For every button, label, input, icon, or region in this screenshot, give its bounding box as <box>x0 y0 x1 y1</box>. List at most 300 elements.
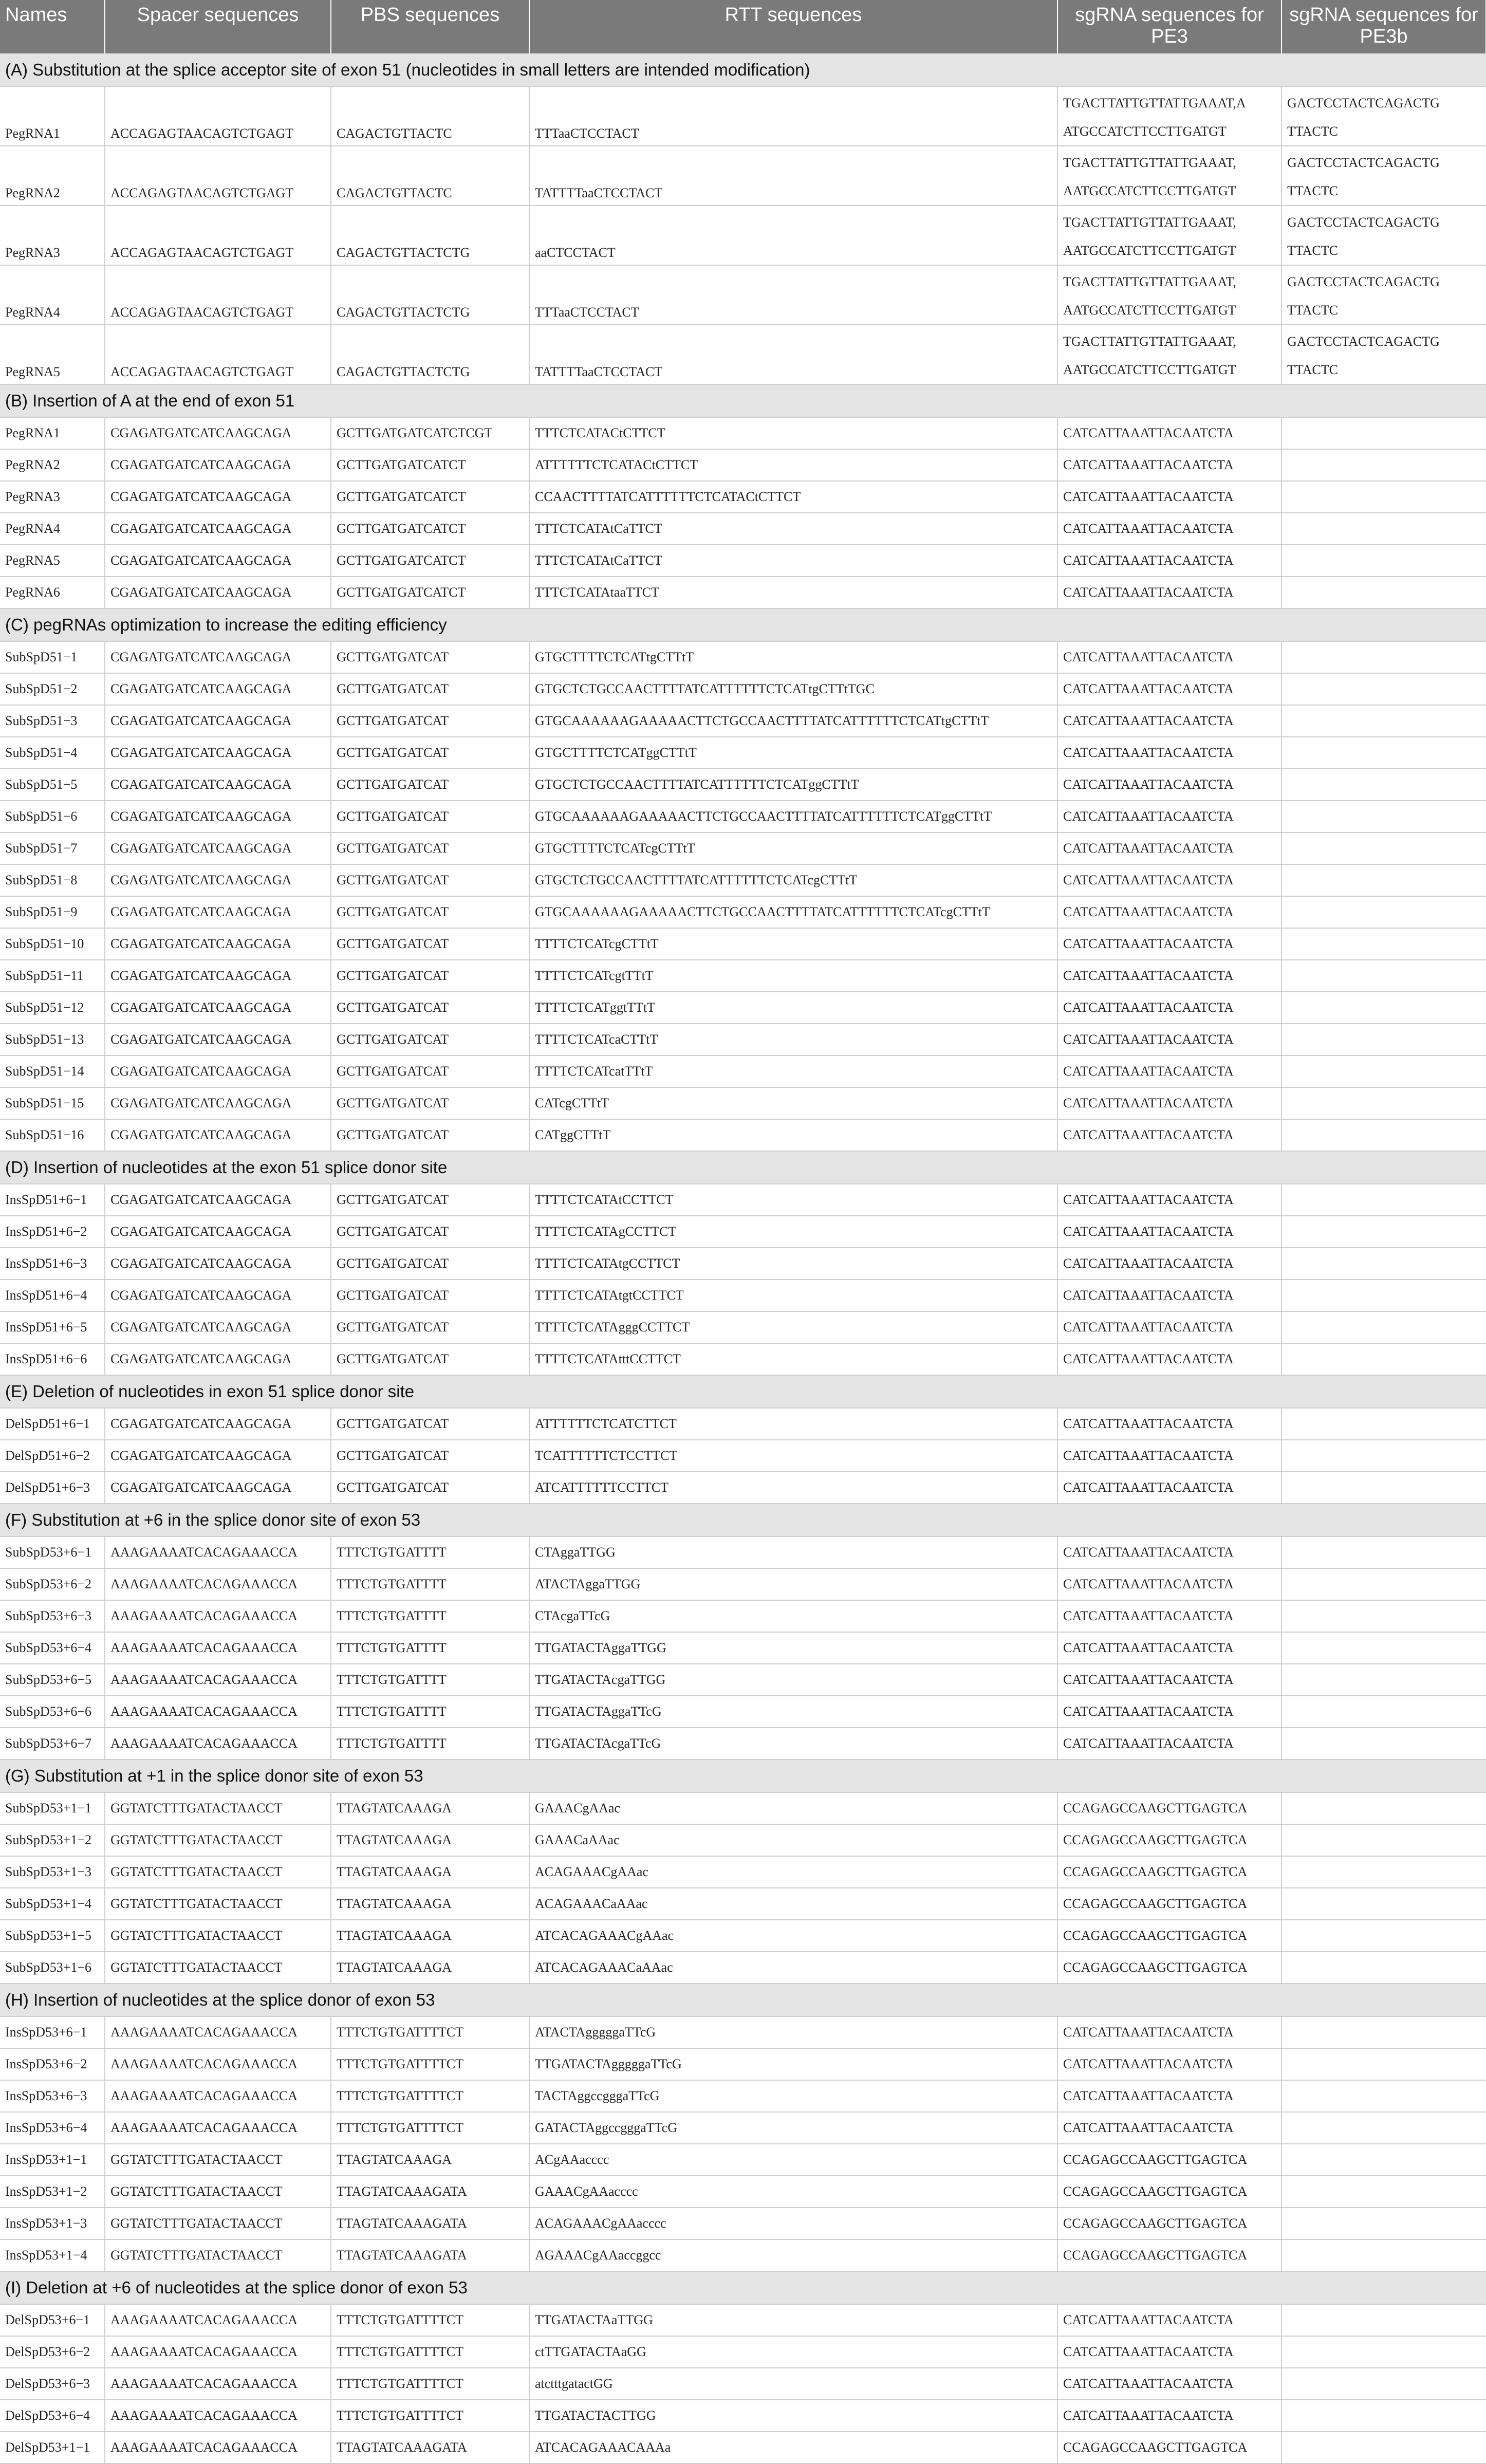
name-cell: SubSpD51−3 <box>0 705 105 737</box>
pe3b-cell <box>1281 1824 1486 1856</box>
pe3b-cell <box>1281 641 1486 673</box>
pe3b-cell <box>1281 1696 1486 1728</box>
pe3b-cell <box>1281 2048 1486 2080</box>
pe3b-cell <box>1281 960 1486 992</box>
pe3-cell: CATCATTAAATTACAATCTA <box>1057 737 1281 769</box>
pe3-cell: CATCATTAAATTACAATCTA <box>1057 513 1281 545</box>
name-cell: InsSpD51+6−6 <box>0 1343 105 1375</box>
table-body <box>0 53 1486 2463</box>
pe3b-cell <box>1281 737 1486 769</box>
spacer-cell: CGAGATGATCATCAAGCAGA <box>105 1216 331 1248</box>
cell-line: ATGCCATCTTCCTTGATGT <box>1063 124 1227 139</box>
section-header-row <box>0 53 1486 86</box>
cell-line: TGACTTATTGTTATTGAAAT, <box>1063 155 1236 170</box>
table-row <box>0 928 1486 960</box>
table-row <box>0 1408 1486 1440</box>
spacer-cell: CGAGATGATCATCAAGCAGA <box>105 801 331 832</box>
pe3-cell: CATCATTAAATTACAATCTA <box>1057 1119 1281 1151</box>
pbs-cell: GCTTGATGATCATCT <box>331 577 529 608</box>
rtt-cell: TACTAggccgggaTTcG <box>529 2080 1057 2112</box>
spacer-cell: CGAGATGATCATCAAGCAGA <box>105 1408 331 1440</box>
pbs-cell: CAGACTGTTACTCTG <box>331 325 529 384</box>
table-row <box>0 1119 1486 1151</box>
pe3-cell: CATCATTAAATTACAATCTA <box>1057 2080 1281 2112</box>
pe3b-cell <box>1281 2336 1486 2368</box>
name-cell: SubSpD51−14 <box>0 1055 105 1087</box>
name-cell: InsSpD51+6−1 <box>0 1184 105 1216</box>
table-row <box>0 769 1486 801</box>
pe3b-cell <box>1281 1311 1486 1343</box>
spacer-cell: CGAGATGATCATCAAGCAGA <box>105 449 331 481</box>
table-row <box>0 1792 1486 1824</box>
pe3b-cell <box>1281 1472 1486 1504</box>
table-row <box>0 2368 1486 2400</box>
pbs-cell: GCTTGATGATCAT <box>331 1119 529 1151</box>
rtt-cell: GAAACgAAac <box>529 1792 1057 1824</box>
spacer-cell: CGAGATGATCATCAAGCAGA <box>105 513 331 545</box>
spacer-cell: CGAGATGATCATCAAGCAGA <box>105 705 331 737</box>
name-cell: SubSpD53+6−5 <box>0 1664 105 1696</box>
table-row <box>0 2400 1486 2432</box>
pe3b-cell <box>1281 577 1486 608</box>
table-row <box>0 2208 1486 2239</box>
section-header-row <box>0 1759 1486 1792</box>
pbs-cell: GCTTGATGATCAT <box>331 705 529 737</box>
pe3-cell: CATCATTAAATTACAATCTA <box>1057 1536 1281 1568</box>
rtt-cell: TTTTCTCATAtCCTTCT <box>529 1184 1057 1216</box>
pbs-cell: GCTTGATGATCAT <box>331 928 529 960</box>
spacer-cell: CGAGATGATCATCAAGCAGA <box>105 960 331 992</box>
pe3-cell: CATCATTAAATTACAATCTA <box>1057 1568 1281 1600</box>
pe3b-cell <box>1281 1920 1486 1952</box>
pbs-cell: GCTTGATGATCATCT <box>331 449 529 481</box>
spacer-cell: CGAGATGATCATCAAGCAGA <box>105 673 331 705</box>
pe3-cell: CATCATTAAATTACAATCTA <box>1057 417 1281 449</box>
pbs-cell: TTAGTATCAAAGATA <box>331 2176 529 2208</box>
cell-line: GACTCCTACTCAGACTG <box>1287 215 1440 230</box>
pe3-cell: CATCATTAAATTACAATCTA <box>1057 1087 1281 1119</box>
rtt-cell: TTTCTCATAtCaTTCT <box>529 545 1057 577</box>
header-rtt: RTT sequences <box>529 0 1057 53</box>
rtt-cell: TTGATACTAggaTTGG <box>529 1632 1057 1664</box>
table-row <box>0 1856 1486 1888</box>
spacer-cell: CGAGATGATCATCAAGCAGA <box>105 896 331 928</box>
pe3b-cell <box>1281 325 1486 384</box>
table-row <box>0 1087 1486 1119</box>
cell-line: GACTCCTACTCAGACTG <box>1287 274 1440 289</box>
pe3-cell <box>1057 146 1281 206</box>
cell-line: TTACTC <box>1287 303 1339 318</box>
section-header-row <box>0 608 1486 641</box>
pe3-cell: CATCATTAAATTACAATCTA <box>1057 1600 1281 1632</box>
pe3b-cell <box>1281 2304 1486 2336</box>
rtt-cell: TTTTCTCATcgCTTtT <box>529 928 1057 960</box>
pbs-cell: GCTTGATGATCAT <box>331 1087 529 1119</box>
table-row <box>0 1055 1486 1087</box>
pe3b-cell <box>1281 1408 1486 1440</box>
pe3-cell: CATCATTAAATTACAATCTA <box>1057 896 1281 928</box>
name-cell: SubSpD53+6−4 <box>0 1632 105 1664</box>
cell-line: GACTCCTACTCAGACTG <box>1287 96 1440 110</box>
pbs-cell: GCTTGATGATCAT <box>331 641 529 673</box>
rtt-cell: CATggCTTtT <box>529 1119 1057 1151</box>
pe3-cell: CATCATTAAATTACAATCTA <box>1057 1472 1281 1504</box>
spacer-cell: CGAGATGATCATCAAGCAGA <box>105 1024 331 1055</box>
name-cell: SubSpD51−15 <box>0 1087 105 1119</box>
pbs-cell: GCTTGATGATCAT <box>331 1216 529 1248</box>
pbs-cell: TTTCTGTGATTTTCT <box>331 2016 529 2048</box>
pe3-cell: CATCATTAAATTACAATCTA <box>1057 1055 1281 1087</box>
pe3-cell: CATCATTAAATTACAATCTA <box>1057 449 1281 481</box>
table-row <box>0 801 1486 832</box>
name-cell: InsSpD51+6−3 <box>0 1248 105 1280</box>
pe3b-cell <box>1281 2016 1486 2048</box>
spacer-cell: GGTATCTTTGATACTAACCT <box>105 2176 331 2208</box>
name-cell: InsSpD51+6−5 <box>0 1311 105 1343</box>
name-cell: InsSpD51+6−4 <box>0 1280 105 1311</box>
spacer-cell: CGAGATGATCATCAAGCAGA <box>105 1440 331 1472</box>
spacer-cell: CGAGATGATCATCAAGCAGA <box>105 928 331 960</box>
spacer-cell: CGAGATGATCATCAAGCAGA <box>105 864 331 896</box>
table-row <box>0 1311 1486 1343</box>
table-row <box>0 1568 1486 1600</box>
pbs-cell: TTAGTATCAAAGA <box>331 1792 529 1824</box>
section-header-row <box>0 1984 1486 2016</box>
table-header-row <box>0 0 1486 53</box>
table-row <box>0 1888 1486 1920</box>
table-row <box>0 1184 1486 1216</box>
rtt-cell: ATCATTTTTTCCTTCT <box>529 1472 1057 1504</box>
pe3-cell: CCAGAGCCAAGCTTGAGTCA <box>1057 2176 1281 2208</box>
table-row <box>0 1632 1486 1664</box>
rtt-cell: AGAAACgAAaccggcc <box>529 2239 1057 2271</box>
rtt-cell: TCATTTTTTCTCCTTCT <box>529 1440 1057 1472</box>
pbs-cell: TTTCTGTGATTTT <box>331 1632 529 1664</box>
rtt-cell: GTGCTTTTCTCATcgCTTtT <box>529 832 1057 864</box>
rtt-cell: GTGCTCTGCCAACTTTTATCATTTTTTCTCATcgCTTtT <box>529 864 1057 896</box>
table-row <box>0 1920 1486 1952</box>
rtt-cell: TTTTCTCATcgtTTtT <box>529 960 1057 992</box>
pe3-cell <box>1057 86 1281 146</box>
pe3-cell: CATCATTAAATTACAATCTA <box>1057 1632 1281 1664</box>
name-cell: SubSpD53+6−3 <box>0 1600 105 1632</box>
pe3-cell: CCAGAGCCAAGCTTGAGTCA <box>1057 1952 1281 1984</box>
pe3b-cell <box>1281 1600 1486 1632</box>
pbs-cell: GCTTGATGATCAT <box>331 832 529 864</box>
rtt-cell: TTTTCTCATAtgtCCTTCT <box>529 1280 1057 1311</box>
rtt-cell: ATCACAGAAACaAAac <box>529 1952 1057 1984</box>
table-row <box>0 832 1486 864</box>
pe3-cell: CATCATTAAATTACAATCTA <box>1057 1280 1281 1311</box>
pbs-cell: GCTTGATGATCATCT <box>331 513 529 545</box>
spacer-cell: AAAGAAAATCACAGAAACCA <box>105 2400 331 2432</box>
rtt-cell: CTAcgaTTcG <box>529 1600 1057 1632</box>
name-cell: PegRNA1 <box>0 86 105 146</box>
pe3b-cell <box>1281 1536 1486 1568</box>
section-title: (A) Substitution at the splice acceptor site of exon 51 (nucleotides in small letters are intended modification) <box>0 53 1486 86</box>
spacer-cell: AAAGAAAATCACAGAAACCA <box>105 1568 331 1600</box>
pe3b-cell <box>1281 928 1486 960</box>
name-cell: PegRNA4 <box>0 513 105 545</box>
table-row <box>0 2304 1486 2336</box>
pe3-cell: CATCATTAAATTACAATCTA <box>1057 1248 1281 1280</box>
spacer-cell: GGTATCTTTGATACTAACCT <box>105 1888 331 1920</box>
spacer-cell: AAAGAAAATCACAGAAACCA <box>105 2336 331 2368</box>
spacer-cell: AAAGAAAATCACAGAAACCA <box>105 1632 331 1664</box>
table-row <box>0 896 1486 928</box>
table-row <box>0 1952 1486 1984</box>
pe3-cell: CATCATTAAATTACAATCTA <box>1057 1440 1281 1472</box>
pe3b-cell <box>1281 896 1486 928</box>
table-row <box>0 2239 1486 2271</box>
pe3-cell: CATCATTAAATTACAATCTA <box>1057 864 1281 896</box>
spacer-cell: CGAGATGATCATCAAGCAGA <box>105 1311 331 1343</box>
spacer-cell: CGAGATGATCATCAAGCAGA <box>105 769 331 801</box>
section-title: (D) Insertion of nucleotides at the exon 51 splice donor site <box>0 1151 1486 1184</box>
name-cell: SubSpD51−4 <box>0 737 105 769</box>
pbs-cell: TTTCTGTGATTTTCT <box>331 2080 529 2112</box>
header-pbs: PBS sequences <box>331 0 529 53</box>
pe3-cell: CATCATTAAATTACAATCTA <box>1057 801 1281 832</box>
name-cell: DelSpD53+1−1 <box>0 2432 105 2463</box>
spacer-cell: AAAGAAAATCACAGAAACCA <box>105 2080 331 2112</box>
pe3b-cell <box>1281 1632 1486 1664</box>
pe3b-cell <box>1281 2368 1486 2400</box>
name-cell: DelSpD53+6−4 <box>0 2400 105 2432</box>
name-cell: SubSpD51−11 <box>0 960 105 992</box>
pbs-cell: GCTTGATGATCATCT <box>331 545 529 577</box>
section-header-row <box>0 2271 1486 2304</box>
pe3-cell: CATCATTAAATTACAATCTA <box>1057 1184 1281 1216</box>
pe3b-cell <box>1281 1888 1486 1920</box>
pe3b-cell <box>1281 769 1486 801</box>
rtt-cell: CTAggaTTGG <box>529 1536 1057 1568</box>
spacer-cell: AAAGAAAATCACAGAAACCA <box>105 1728 331 1759</box>
name-cell: SubSpD53+1−3 <box>0 1856 105 1888</box>
spacer-cell: GGTATCTTTGATACTAACCT <box>105 1824 331 1856</box>
pe3b-cell <box>1281 1664 1486 1696</box>
table-row <box>0 1664 1486 1696</box>
pe3b-cell <box>1281 146 1486 206</box>
pe3-cell: CCAGAGCCAAGCTTGAGTCA <box>1057 2239 1281 2271</box>
pbs-cell: TTTCTGTGATTTTCT <box>331 2112 529 2144</box>
pe3b-cell <box>1281 2144 1486 2176</box>
table-row <box>0 417 1486 449</box>
table-row <box>0 1280 1486 1311</box>
table-row <box>0 206 1486 265</box>
rtt-cell: GTGCTTTTCTCATtgCTTtT <box>529 641 1057 673</box>
table-row <box>0 146 1486 206</box>
table-row <box>0 449 1486 481</box>
name-cell: SubSpD51−1 <box>0 641 105 673</box>
pbs-cell: GCTTGATGATCAT <box>331 801 529 832</box>
pbs-cell: TTTCTGTGATTTTCT <box>331 2304 529 2336</box>
cell-line: TGACTTATTGTTATTGAAAT, <box>1063 215 1236 230</box>
pe3b-cell <box>1281 1568 1486 1600</box>
pbs-cell: TTAGTATCAAAGA <box>331 1888 529 1920</box>
name-cell: InsSpD53+1−3 <box>0 2208 105 2239</box>
pe3b-cell <box>1281 206 1486 265</box>
cell-line: TGACTTATTGTTATTGAAAT, <box>1063 334 1236 349</box>
pe3-cell: CATCATTAAATTACAATCTA <box>1057 2304 1281 2336</box>
rtt-cell: TTTCTCATAtaaTTCT <box>529 577 1057 608</box>
cell-line: TTACTC <box>1287 183 1339 198</box>
table-row <box>0 2080 1486 2112</box>
name-cell: InsSpD53+1−4 <box>0 2239 105 2271</box>
pbs-cell: TTTCTGTGATTTTCT <box>331 2336 529 2368</box>
rtt-cell: GTGCAAAAAAGAAAAACTTCTGCCAACTTTTATCATTTTTTCTCATtgCTTtT <box>529 705 1057 737</box>
table-row <box>0 577 1486 608</box>
cell-line: TTACTC <box>1287 243 1339 258</box>
table-row <box>0 2048 1486 2080</box>
spacer-cell: AAAGAAAATCACAGAAACCA <box>105 1600 331 1632</box>
pe3b-cell <box>1281 1184 1486 1216</box>
name-cell: SubSpD53+1−6 <box>0 1952 105 1984</box>
name-cell: PegRNA4 <box>0 265 105 325</box>
spacer-cell: ACCAGAGTAACAGTCTGAGT <box>105 146 331 206</box>
table-row <box>0 2016 1486 2048</box>
pbs-cell: GCTTGATGATCATCTCGT <box>331 417 529 449</box>
pe3-cell: CATCATTAAATTACAATCTA <box>1057 705 1281 737</box>
table-row <box>0 2432 1486 2463</box>
rtt-cell: ATTTTTTCTCATCTTCT <box>529 1408 1057 1440</box>
pbs-cell: GCTTGATGATCAT <box>331 992 529 1024</box>
pe3b-cell <box>1281 1728 1486 1759</box>
table-row <box>0 1824 1486 1856</box>
spacer-cell: CGAGATGATCATCAAGCAGA <box>105 1119 331 1151</box>
table-row <box>0 1440 1486 1472</box>
spacer-cell: AAAGAAAATCACAGAAACCA <box>105 2048 331 2080</box>
table-row <box>0 673 1486 705</box>
name-cell: SubSpD53+6−7 <box>0 1728 105 1759</box>
name-cell: SubSpD51−7 <box>0 832 105 864</box>
cell-line: TGACTTATTGTTATTGAAAT, <box>1063 274 1236 289</box>
pe3-cell: CATCATTAAATTACAATCTA <box>1057 1311 1281 1343</box>
pe3-cell: CATCATTAAATTACAATCTA <box>1057 1664 1281 1696</box>
pbs-cell: TTAGTATCAAAGA <box>331 2144 529 2176</box>
pe3-cell: CATCATTAAATTACAATCTA <box>1057 545 1281 577</box>
rtt-cell: TTGATACTAgggggaTTcG <box>529 2048 1057 2080</box>
name-cell: SubSpD53+6−2 <box>0 1568 105 1600</box>
rtt-cell: TTGATACTAcgaTTGG <box>529 1664 1057 1696</box>
pbs-cell: TTAGTATCAAAGATA <box>331 2208 529 2239</box>
table-row <box>0 1248 1486 1280</box>
rtt-cell: GTGCAAAAAAGAAAAACTTCTGCCAACTTTTATCATTTTTTCTCATggCTTtT <box>529 801 1057 832</box>
spacer-cell: GGTATCTTTGATACTAACCT <box>105 2208 331 2239</box>
cell-line: GACTCCTACTCAGACTG <box>1287 334 1440 349</box>
name-cell: InsSpD53+1−2 <box>0 2176 105 2208</box>
pe3b-cell <box>1281 1248 1486 1280</box>
rtt-cell: ATCACAGAAACgAAac <box>529 1920 1057 1952</box>
section-header-row <box>0 1504 1486 1536</box>
name-cell: SubSpD53+1−5 <box>0 1920 105 1952</box>
name-cell: InsSpD53+6−4 <box>0 2112 105 2144</box>
pe3b-cell <box>1281 1856 1486 1888</box>
pe3-cell: CATCATTAAATTACAATCTA <box>1057 960 1281 992</box>
name-cell: InsSpD53+6−2 <box>0 2048 105 2080</box>
spacer-cell: CGAGATGATCATCAAGCAGA <box>105 1248 331 1280</box>
spacer-cell: AAAGAAAATCACAGAAACCA <box>105 2112 331 2144</box>
rtt-cell: TTGATACTAaTTGG <box>529 2304 1057 2336</box>
pe3-cell: CATCATTAAATTACAATCTA <box>1057 1216 1281 1248</box>
name-cell: SubSpD51−6 <box>0 801 105 832</box>
pbs-cell: GCTTGATGATCAT <box>331 1440 529 1472</box>
pbs-cell: TTTCTGTGATTTTCT <box>331 2400 529 2432</box>
pe3b-cell <box>1281 1055 1486 1087</box>
name-cell: PegRNA5 <box>0 325 105 384</box>
section-header-row <box>0 1151 1486 1184</box>
pe3b-cell <box>1281 265 1486 325</box>
pbs-cell: CAGACTGTTACTC <box>331 86 529 146</box>
pe3b-cell <box>1281 2080 1486 2112</box>
header-names: Names <box>0 0 105 53</box>
pe3b-cell <box>1281 1087 1486 1119</box>
spacer-cell: CGAGATGATCATCAAGCAGA <box>105 481 331 513</box>
spacer-cell: CGAGATGATCATCAAGCAGA <box>105 1343 331 1375</box>
table-row <box>0 86 1486 146</box>
pbs-cell: GCTTGATGATCAT <box>331 1408 529 1440</box>
spacer-cell: AAAGAAAATCACAGAAACCA <box>105 2016 331 2048</box>
rtt-cell: TTTCTCATACtCTTCT <box>529 417 1057 449</box>
section-header-row <box>0 384 1486 417</box>
table-row <box>0 265 1486 325</box>
pe3-cell: CCAGAGCCAAGCTTGAGTCA <box>1057 2208 1281 2239</box>
name-cell: SubSpD53+1−2 <box>0 1824 105 1856</box>
pbs-cell: TTTCTGTGATTTTCT <box>331 2368 529 2400</box>
cell-line: AATGCCATCTTCCTTGATGT <box>1063 183 1236 198</box>
spacer-cell: AAAGAAAATCACAGAAACCA <box>105 2368 331 2400</box>
rtt-cell: ATTTTTTCTCATACtCTTCT <box>529 449 1057 481</box>
table-row <box>0 992 1486 1024</box>
rtt-cell: TATTTTaaCTCCTACT <box>529 325 1057 384</box>
name-cell: SubSpD51−16 <box>0 1119 105 1151</box>
name-cell: DelSpD51+6−2 <box>0 1440 105 1472</box>
pe3b-cell <box>1281 1343 1486 1375</box>
spacer-cell: GGTATCTTTGATACTAACCT <box>105 1952 331 1984</box>
rtt-cell: CATcgCTTtT <box>529 1087 1057 1119</box>
table-row <box>0 1343 1486 1375</box>
rtt-cell: CCAACTTTTATCATTTTTTCTCATACtCTTCT <box>529 481 1057 513</box>
pe3-cell <box>1057 265 1281 325</box>
rtt-cell: GTGCAAAAAAGAAAAACTTCTGCCAACTTTTATCATTTTTTCTCATcgCTTtT <box>529 896 1057 928</box>
spacer-cell: CGAGATGATCATCAAGCAGA <box>105 1087 331 1119</box>
table-row <box>0 737 1486 769</box>
pe3-cell <box>1057 206 1281 265</box>
header-pe3b: sgRNA sequences for PE3b <box>1281 0 1486 53</box>
pe3b-cell <box>1281 1440 1486 1472</box>
pbs-cell: TTAGTATCAAAGA <box>331 1856 529 1888</box>
pe3-cell: CATCATTAAATTACAATCTA <box>1057 1024 1281 1055</box>
section-title: (I) Deletion at +6 of nucleotides at the splice donor of exon 53 <box>0 2271 1486 2304</box>
cell-line: TTACTC <box>1287 362 1339 377</box>
spacer-cell: ACCAGAGTAACAGTCTGAGT <box>105 325 331 384</box>
name-cell: SubSpD53+1−4 <box>0 1888 105 1920</box>
spacer-cell: ACCAGAGTAACAGTCTGAGT <box>105 206 331 265</box>
pe3-cell: CATCATTAAATTACAATCTA <box>1057 2048 1281 2080</box>
table-row <box>0 1600 1486 1632</box>
pe3b-cell <box>1281 1952 1486 1984</box>
spacer-cell: ACCAGAGTAACAGTCTGAGT <box>105 86 331 146</box>
pe3-cell: CATCATTAAATTACAATCTA <box>1057 641 1281 673</box>
section-title: (B) Insertion of A at the end of exon 51 <box>0 384 1486 417</box>
pbs-cell: GCTTGATGATCAT <box>331 1280 529 1311</box>
pe3-cell: CCAGAGCCAAGCTTGAGTCA <box>1057 2432 1281 2463</box>
pbs-cell: TTAGTATCAAAGA <box>331 1920 529 1952</box>
pbs-cell: TTTCTGTGATTTT <box>331 1600 529 1632</box>
spacer-cell: CGAGATGATCATCAAGCAGA <box>105 1184 331 1216</box>
table-row <box>0 2176 1486 2208</box>
pe3-cell: CATCATTAAATTACAATCTA <box>1057 577 1281 608</box>
